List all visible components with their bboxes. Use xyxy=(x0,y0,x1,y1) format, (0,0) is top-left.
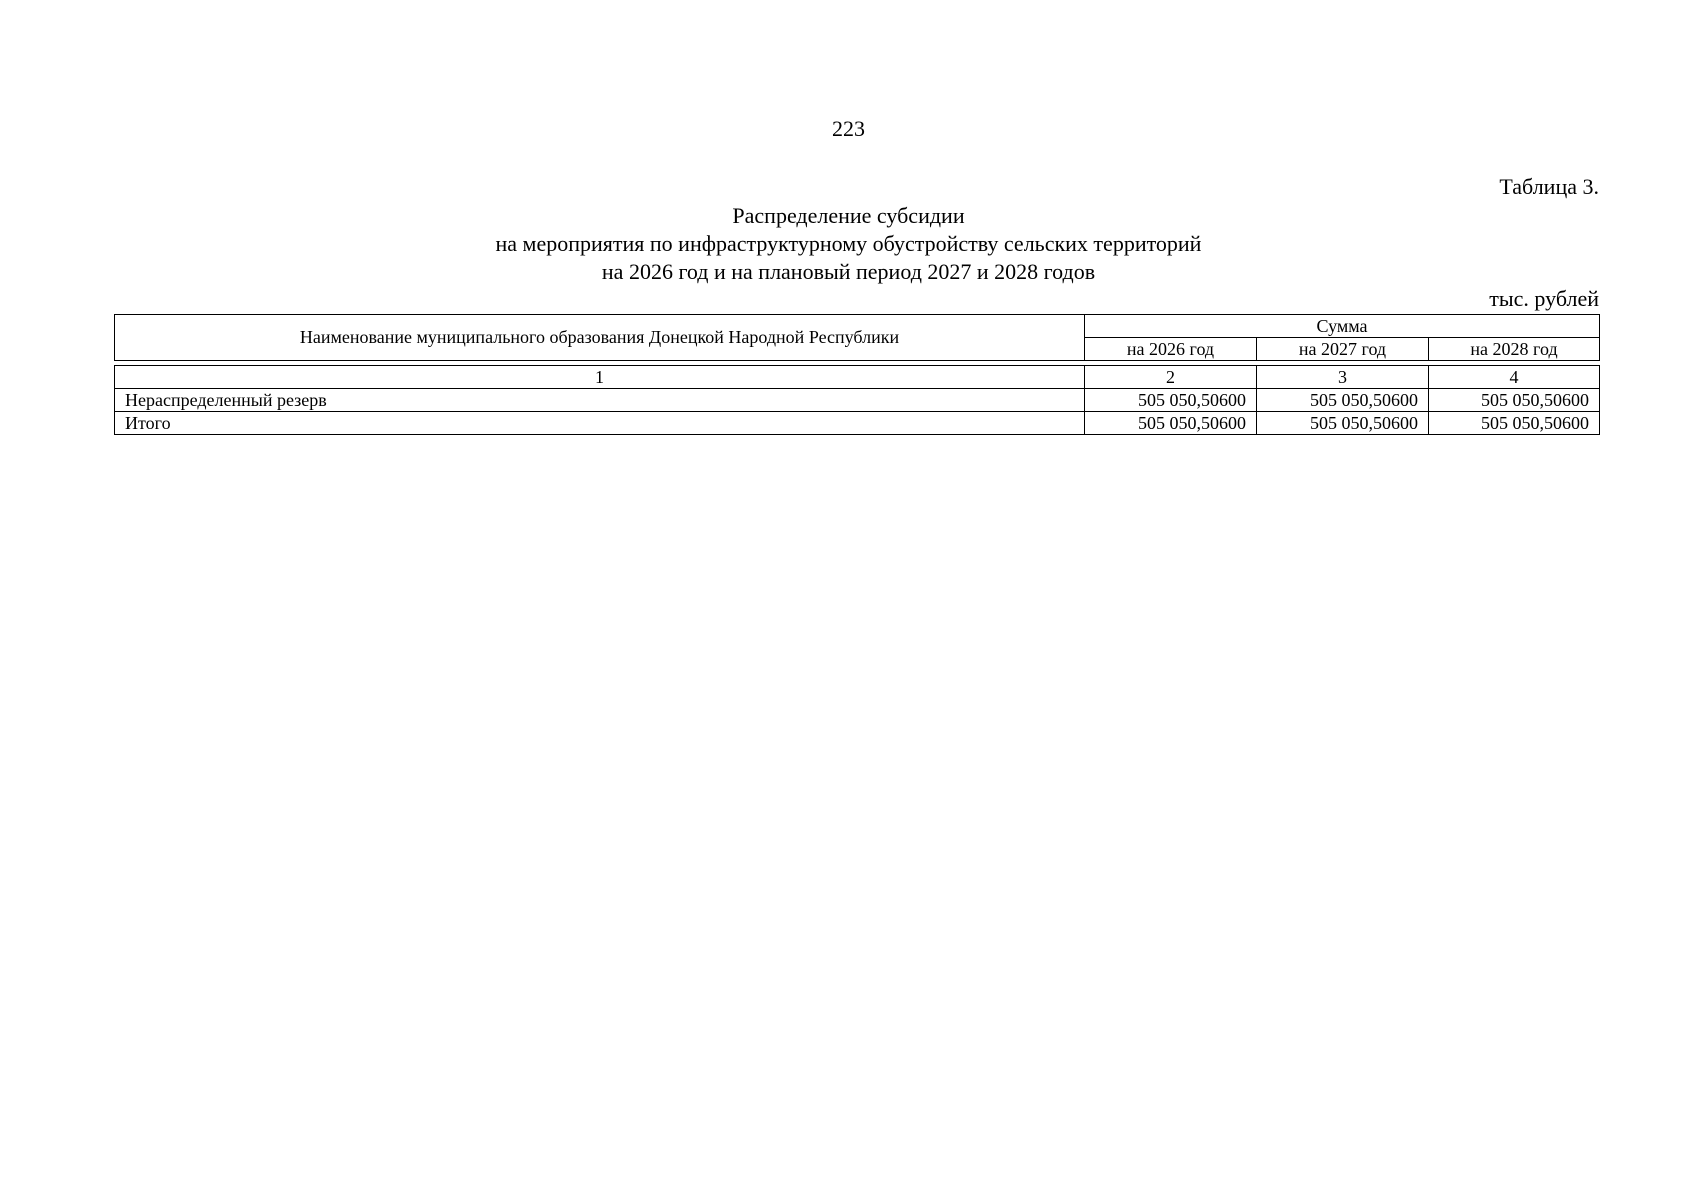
column-number-4: 4 xyxy=(1429,366,1600,389)
header-year-2027: на 2027 год xyxy=(1257,338,1429,361)
row-value-2026: 505 050,50600 xyxy=(1085,389,1257,412)
column-number-1: 1 xyxy=(115,366,1085,389)
page-number: 223 xyxy=(832,116,865,141)
table-body xyxy=(114,365,1600,435)
row-value-2027: 505 050,50600 xyxy=(1257,389,1429,412)
table-header xyxy=(114,314,1600,361)
table-label: Таблица 3. xyxy=(1499,174,1599,199)
row-value-2026: 505 050,50600 xyxy=(1085,412,1257,435)
row-name: Итого xyxy=(115,412,1085,435)
row-value-2028: 505 050,50600 xyxy=(1429,412,1600,435)
row-value-2028: 505 050,50600 xyxy=(1429,389,1600,412)
table-row xyxy=(115,412,1600,435)
column-number-3: 3 xyxy=(1257,366,1429,389)
row-value-2027: 505 050,50600 xyxy=(1257,412,1429,435)
header-name-column: Наименование муниципального образования Донецкой Народной Республики xyxy=(115,315,1085,361)
header-year-2028: на 2028 год xyxy=(1429,338,1600,361)
row-name: Нераспределенный резерв xyxy=(115,389,1085,412)
document-title xyxy=(0,202,1697,286)
units-label: тыс. рублей xyxy=(1489,286,1599,311)
title-line-2: на мероприятия по инфраструктурному обустройству сельских территорий xyxy=(495,231,1202,256)
title-line-1: Распределение субсидии xyxy=(732,203,965,228)
column-number-2: 2 xyxy=(1085,366,1257,389)
table-row xyxy=(115,389,1600,412)
title-line-3: на 2026 год и на плановый период 2027 и 2028 годов xyxy=(601,259,1096,284)
column-number-row xyxy=(115,366,1600,389)
header-year-2026: на 2026 год xyxy=(1085,338,1257,361)
header-sum-group: Сумма xyxy=(1085,315,1600,338)
